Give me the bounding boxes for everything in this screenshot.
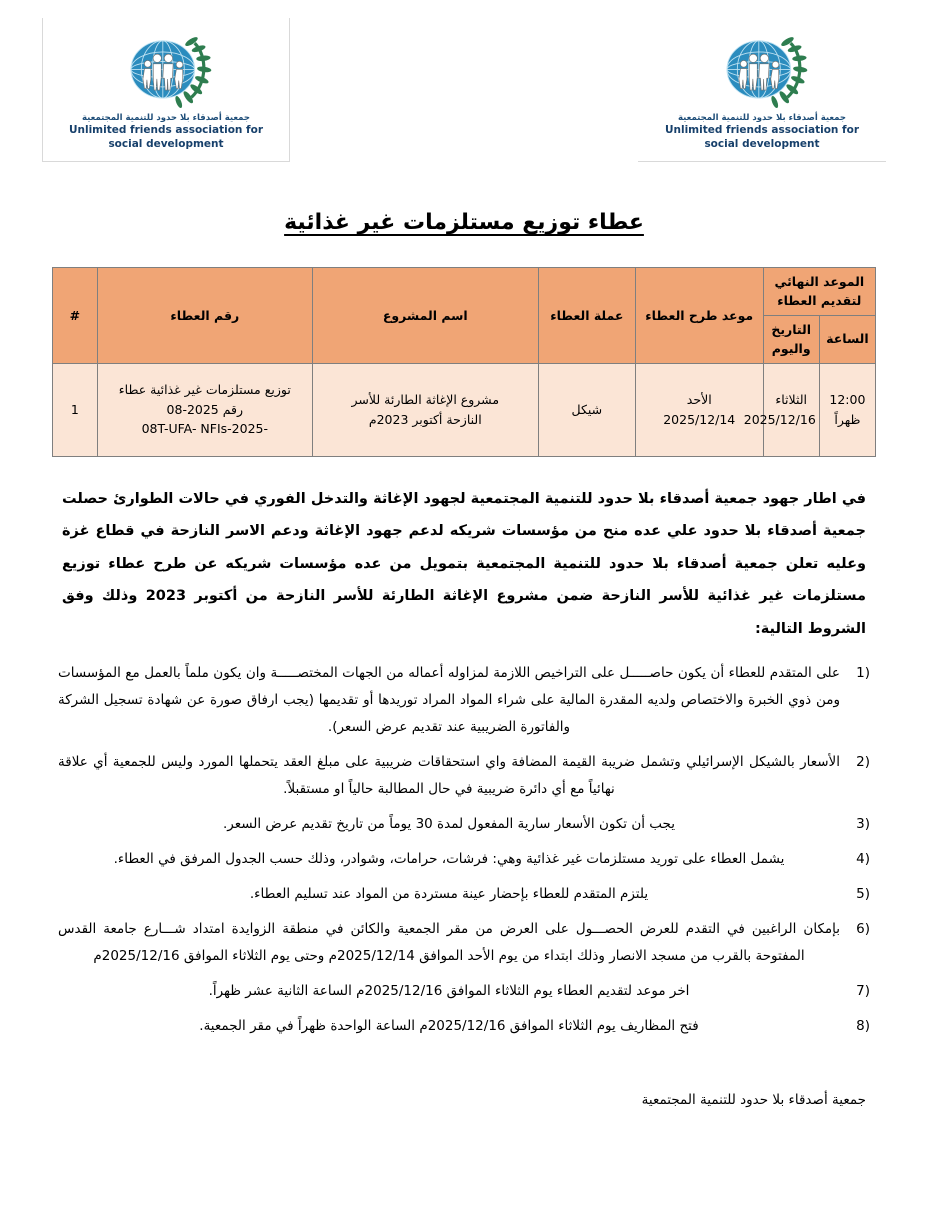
- logo-english-name-line1: Unlimited friends association for: [68, 124, 264, 136]
- page-title: عطاء توزيع مستلزمات غير غذائية: [284, 210, 644, 235]
- list-item-text: يجب أن تكون الأسعار سارية المفعول لمدة 30 يوماً من تاريخ تقديم عرض السعر.: [222, 816, 676, 833]
- list-item-text: اخر موعد لتقديم العطاء يوم الثلاثاء الموافق 2025/12/16م الساعة الثانية عشر ظهراً.: [208, 983, 690, 1000]
- list-item-marker: 4): [856, 851, 870, 868]
- intro-paragraph: في اطار جهود جمعية أصدقاء بلا حدود للتنمية المجتمعية لجهود الإغاثة والتدخل الفوري في حالات الطوارئ حصلت جمعية أصدقاء بلا حدود علي عده منح من مؤسسات شريكه لدعم جهود الإغاثة ودعم الاسر النازحة في قطاع غزة وعليه تعلن جمعية أصدقاء بلا حدود للتنمية المجتمعية بتمويل من عده مؤسسات شريكه عن طرح عطاء توزيع مستلزمات غير غذائية للأسر النازحة ضمن مشروع الإغاثة الطارئة للأسر النازحة من أكتوبر 2023 وذلك وفق الشروط التالية:: [62, 490, 867, 637]
- logo-english-name-line2: social development: [108, 138, 224, 151]
- cell-tender-number-line2: رقم 2025-08: [166, 401, 244, 417]
- column-header-deadline-date: التاريخ واليوم: [763, 315, 819, 363]
- list-item: [58, 881, 870, 908]
- list-item-marker: 2): [856, 754, 870, 771]
- logo-block-left: [638, 18, 886, 162]
- logo-block-right: [42, 18, 290, 162]
- cell-deadline-day-text: الثلاثاء: [775, 392, 808, 408]
- list-item-marker: 7): [856, 983, 870, 1000]
- cell-deadline-hour: 12:00 ظهراً: [819, 363, 875, 456]
- cell-launch-date-text: 2025/12/14: [663, 411, 736, 427]
- cell-deadline-date-text: 2025/12/16: [743, 411, 816, 427]
- tender-table: [52, 267, 876, 457]
- table-header-row-1: [53, 268, 876, 316]
- list-item-text: على المتقدم للعطاء أن يكون حاصـــــل على التراخيص اللازمة لمزاوله أعماله من الجهات المختصـــــة وان يكون ملماً بالعمل مع المؤسسات ومن ذوي الخبرة والاختصاص ولديه المقدرة المالية على شراء المواد المراد توريدها أو تقديمها (يجب ارفاق صورة عن شهادة تسجيل الشركة والفاتورة الضريبية عند تقديم عرض السعر).: [58, 665, 840, 736]
- cell-tender-reference-code: 08T-UFA- NFIs-2025-: [141, 421, 269, 437]
- list-item-text: يلتزم المتقدم للعطاء بإحضار عينة مستردة من المواد عند تسليم العطاء.: [249, 886, 649, 903]
- column-header-index: #: [53, 268, 98, 364]
- cell-launch-day-text: الأحد: [686, 392, 712, 408]
- logo-english-name-line2: social development: [704, 138, 820, 151]
- organization-logo-icon: [118, 32, 214, 110]
- cell-index: 1: [53, 363, 98, 456]
- list-item-marker: 6): [856, 921, 870, 938]
- list-item-text: الأسعار بالشيكل الإسرائيلي وتشمل ضريبة القيمة المضافة واي استحقاقات ضريبية على مبلغ العقد يتحملها المورد وليس للجمعية أي علاقة نهائياً مع أي دائرة ضريبية في حال المطالبة حالياً او مستقبلاً.: [58, 754, 840, 798]
- column-header-deadline-group: الموعد النهائي لتقديم العطاء: [763, 268, 875, 316]
- column-header-currency: عملة العطاء: [538, 268, 635, 364]
- column-header-launch-date: موعد طرح العطاء: [635, 268, 763, 364]
- column-header-deadline-hour: الساعة: [819, 315, 875, 363]
- list-item-marker: 8): [856, 1018, 870, 1035]
- conditions-list: [0, 660, 928, 1040]
- letterhead: [0, 0, 928, 180]
- tender-table-body: [53, 363, 876, 456]
- list-item: [58, 916, 870, 970]
- list-item: [58, 749, 870, 803]
- cell-tender-number: [97, 363, 312, 456]
- list-item-text: يشمل العطاء على توريد مستلزمات غير غذائية وهي: فرشات، حرامات، وشوادر، وذلك حسب الجدول المرفق في العطاء.: [113, 851, 785, 868]
- logo-arabic-name: جمعية أصدقاء بلا حدود للتنمية المجتمعية: [82, 113, 250, 123]
- cell-tender-number-line1: توزيع مستلزمات غير غذائية عطاء: [118, 382, 291, 398]
- logo-arabic-name: جمعية أصدقاء بلا حدود للتنمية المجتمعية: [678, 113, 846, 123]
- list-item: [58, 660, 870, 741]
- list-item: [58, 811, 870, 838]
- list-item-marker: 5): [856, 886, 870, 903]
- tender-table-head: [53, 268, 876, 364]
- tender-table-container: [0, 267, 928, 457]
- list-item-text: بإمكان الراغبين في التقدم للعرض الحصـــول على العرض من مقر الجمعية والكائن في منطقة الزوايدة امتداد شـــارع جامعة القدس المفتوحة بالقرب من مسجد الانصار وذلك ابتداء من يوم الأحد الموافق 2025/12/14م وحتى يوم الثلاثاء الموافق 2025/12/16م: [58, 921, 840, 965]
- footer-signature: جمعية أصدقاء بلا حدود للتنمية المجتمعية: [641, 1092, 866, 1109]
- list-item-text: فتح المظاريف يوم الثلاثاء الموافق 2025/12/16م الساعة الواحدة ظهراً في مقر الجمعية.: [199, 1018, 699, 1035]
- cell-currency: شيكل: [538, 363, 635, 456]
- list-item-marker: 1): [856, 665, 870, 682]
- column-header-tender-number: رقم العطاء: [97, 268, 312, 364]
- cell-project-name: [312, 363, 538, 456]
- organization-logo-icon: [714, 32, 810, 110]
- logo-english-name-line1: Unlimited friends association for: [664, 124, 860, 136]
- list-item: [58, 978, 870, 1005]
- column-header-project-name: اسم المشروع: [312, 268, 538, 364]
- list-item-marker: 3): [856, 816, 870, 833]
- cell-deadline-date: [743, 363, 819, 456]
- list-item: [58, 1013, 870, 1040]
- list-item: [58, 846, 870, 873]
- cell-project-line1: مشروع الإغاثة الطارئة للأسر: [351, 392, 500, 408]
- table-row: [53, 363, 876, 456]
- cell-project-line2: النازحة أكتوبر 2023م: [368, 411, 482, 427]
